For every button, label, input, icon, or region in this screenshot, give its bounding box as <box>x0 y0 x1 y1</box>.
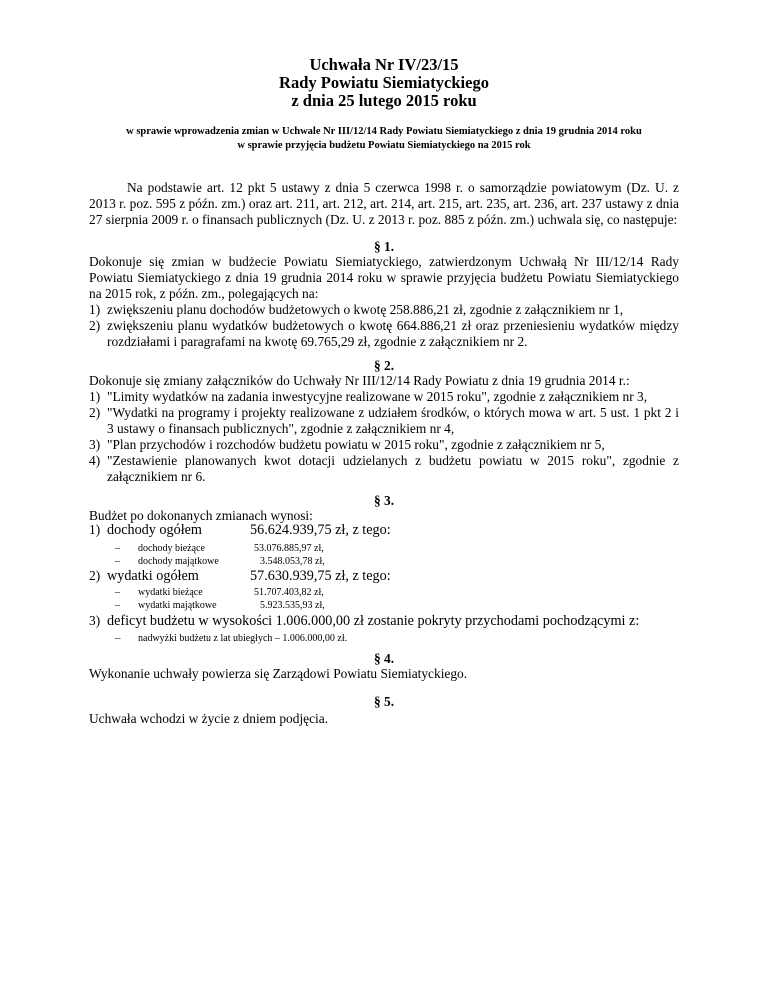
current-expense-label: wydatki bieżące <box>138 587 203 598</box>
surplus-text: nadwyżki budżetu z lat ubiegłych – 1.006.000,00 zł. <box>138 633 348 644</box>
item-text: zwiększeniu planu dochodów budżetowych o kwotę 258.886,21 zł, zgodnie z załącznikiem nr 1, <box>107 302 624 317</box>
capital-income-amount: 3.548.053,78 zł, <box>260 556 325 567</box>
capital-expense-amount: 5.923.535,93 zł, <box>260 600 325 611</box>
section-2-heading: § 2. <box>373 358 395 373</box>
item-text: "Plan przychodów i rozchodów budżetu powiatu w 2015 roku", zgodnie z załącznikiem nr 5, <box>107 437 605 452</box>
section-5-text: Uchwała wchodzi w życie z dniem podjęcia. <box>89 711 329 726</box>
section-5-heading: § 5. <box>373 694 395 709</box>
section-2-item <box>89 453 679 485</box>
item-number: 2) <box>89 318 101 333</box>
resolution-number: Uchwała Nr IV/23/15 <box>309 55 459 74</box>
income-label: dochody ogółem <box>107 522 202 538</box>
item-number: 1) <box>89 302 101 317</box>
item-text: "Zestawienie planowanych kwot dotacji udzielanych z budżetu powiatu w 2015 roku", zgodnie z załącznikiem nr 6. <box>107 453 679 485</box>
subject-line-2: w sprawie przyjęcia budżetu Powiatu Siemiatyckiego na 2015 rok <box>237 140 531 151</box>
section-3-heading: § 3. <box>373 493 395 508</box>
item-number: 3) <box>89 437 101 452</box>
dash: – <box>115 556 120 567</box>
expense-amount: 57.630.939,75 zł, z tego: <box>250 568 391 584</box>
section-2-item <box>89 389 679 405</box>
section-1-intro: Dokonuje się zmian w budżecie Powiatu Siemiatyckiego, zatwierdzonym Uchwałą Nr III/12/14 Rady Powiatu Siemiatyckiego z dnia 19 grudnia 2014 roku w sprawie przyjęcia budżetu Powiatu Siemiatyckiego na 2015 rok, z późn. zm., polegających na: <box>89 254 679 302</box>
dash: – <box>115 632 121 644</box>
item-number: 2) <box>89 568 101 583</box>
item-number: 1) <box>89 522 101 537</box>
expense-label: wydatki ogółem <box>107 568 199 584</box>
subject-line-1: w sprawie wprowadzenia zmian w Uchwale Nr III/12/14 Rady Powiatu Siemiatyckiego z dnia 19 grudnia 2014 roku <box>126 126 642 137</box>
section-2-item <box>89 437 679 453</box>
income-amount: 56.624.939,75 zł, z tego: <box>250 522 391 538</box>
section-4-text: Wykonanie uchwały powierza się Zarządowi Powiatu Siemiatyckiego. <box>89 666 468 681</box>
capital-income-label: dochody majątkowe <box>138 556 219 567</box>
item-number: 1) <box>89 389 101 404</box>
item-text: zwiększeniu planu wydatków budżetowych o kwotę 664.886,21 zł oraz przeniesieniu wydatków między rozdziałami i paragrafami na kwotę 69.765,29 zł, zgodnie z załącznikiem nr 2. <box>107 318 679 350</box>
dash: – <box>115 587 120 598</box>
section-2-intro: Dokonuje się zmiany załączników do Uchwały Nr III/12/14 Rady Powiatu z dnia 19 grudnia 2014 r.: <box>89 373 630 388</box>
item-number: 2) <box>89 405 101 420</box>
council-name: Rady Powiatu Siemiatyckiego <box>279 73 489 92</box>
item-number: 4) <box>89 453 101 468</box>
section-1-item <box>89 302 679 318</box>
item-text: "Limity wydatków na zadania inwestycyjne realizowane w 2015 roku", zgodnie z załącznikiem nr 3, <box>107 389 648 404</box>
item-text: "Wydatki na programy i projekty realizowane z udziałem środków, o których mowa w art. 5 ust. 1 pkt 2 i 3 ustawy o finansach publicznych", zgodnie z załącznikiem nr 4, <box>107 405 679 437</box>
dash: – <box>115 600 120 611</box>
expense-total-row <box>89 568 391 584</box>
current-income-label: dochody bieżące <box>138 543 205 554</box>
section-4-heading: § 4. <box>373 651 395 666</box>
resolution-date: z dnia 25 lutego 2015 roku <box>291 91 477 110</box>
current-income-amount: 53.076.885,97 zł, <box>254 543 324 554</box>
deficit-item <box>89 613 679 629</box>
section-2-item <box>89 405 679 437</box>
section-3-intro: Budżet po dokonanych zmianach wynosi: <box>89 508 313 523</box>
deficit-text: deficyt budżetu w wysokości 1.006.000,00 zł zostanie pokryty przychodami pochodzącymi z: <box>107 613 640 629</box>
income-total-row <box>89 522 391 538</box>
section-1-heading: § 1. <box>373 239 395 254</box>
preamble: Na podstawie art. 12 pkt 5 ustawy z dnia 5 czerwca 1998 r. o samorządzie powiatowym (Dz. U. z 2013 r. poz. 595 z późn. zm.) oraz art. 211, art. 212, art. 214, art. 215, art. 235, art. 236, art. 237 ustawy z dnia 27 sierpnia 2009 r. o finansach publicznych (Dz. U. z 2013 r. poz. 885 z późn. zm.) uchwala się, co następuje: <box>89 180 679 228</box>
item-number: 3) <box>89 613 101 628</box>
current-expense-amount: 51.707.403,82 zł, <box>254 587 324 598</box>
capital-expense-label: wydatki majątkowe <box>138 600 217 611</box>
section-1-item <box>89 318 679 350</box>
dash: – <box>115 543 120 554</box>
